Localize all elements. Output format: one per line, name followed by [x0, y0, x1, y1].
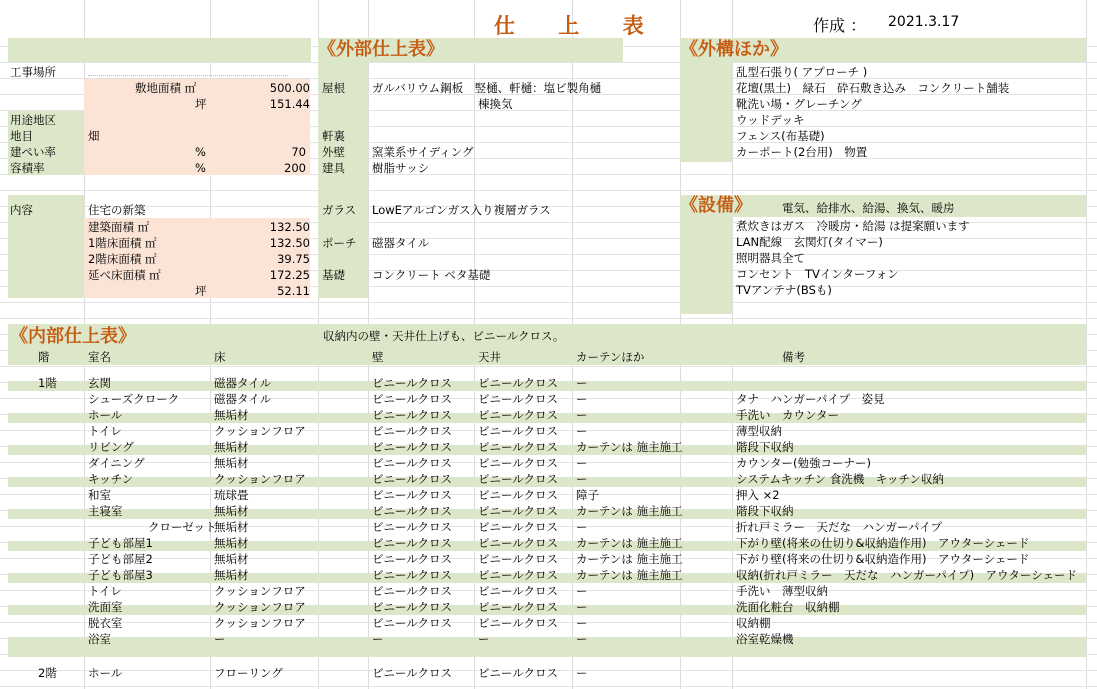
- cell-note: 押入 ×2: [736, 488, 780, 502]
- cell-room: シューズクローク: [88, 392, 180, 406]
- cell-note: 階段下収納: [736, 504, 794, 518]
- created-label: 作成 ：: [813, 16, 867, 35]
- cell-note: 下がり壁(将来の仕切り&収納造作用) アウターシェード: [736, 536, 1030, 550]
- cell-curtain: ー: [576, 456, 588, 470]
- cell-room: トイレ: [88, 424, 122, 438]
- glass-label: ガラス: [322, 203, 357, 217]
- sheet-title: 仕 上 表: [494, 14, 662, 38]
- cell-curtain: 障子: [576, 488, 599, 502]
- cell-fl: 無垢材: [214, 408, 249, 422]
- cell-floor: 1階: [38, 376, 57, 390]
- cell-wall: ビニールクロス: [372, 568, 453, 582]
- site-redacted-line: [88, 75, 288, 77]
- wall-label: 外壁: [322, 145, 345, 159]
- cell-ceil: ビニールクロス: [478, 392, 559, 406]
- grid-line: [0, 62, 1097, 63]
- cell-fl: クッションフロア: [214, 424, 306, 438]
- cell-ceil: ビニールクロス: [478, 536, 559, 550]
- cell-room: キッチン: [88, 472, 134, 486]
- equipment-item: コンセント TVインターフォン: [736, 267, 899, 281]
- cell-curtain: ー: [576, 600, 588, 614]
- cell-curtain: ー: [576, 408, 588, 422]
- cell-fl: 無垢材: [214, 536, 249, 550]
- cell-curtain: ー: [576, 424, 588, 438]
- cell-note: 階段下収納: [736, 440, 794, 454]
- cell-wall: ビニールクロス: [372, 488, 453, 502]
- cell-curtain: ー: [576, 584, 588, 598]
- floor2-area-label: 2階床面積 ㎡: [88, 252, 157, 266]
- cell-ceil: ビニールクロス: [478, 424, 559, 438]
- cell-note: 折れ戸ミラー 天だな ハンガーパイプ: [736, 520, 943, 534]
- equipment-item: LAN配線 玄関灯(タイマー): [736, 235, 883, 249]
- cell-ceil: ビニールクロス: [478, 520, 559, 534]
- cell-fl: クッションフロア: [214, 616, 306, 630]
- cell-curtain: ー: [576, 666, 588, 680]
- cell-room: 主寝室: [88, 504, 123, 518]
- cell-ceil: ビニールクロス: [478, 472, 559, 486]
- foundation-label: 基礎: [322, 268, 345, 282]
- table-row-band: [8, 647, 1086, 657]
- col-floor-finish: 床: [214, 350, 226, 364]
- roof-value: ガルバリウム鋼板 竪樋、軒樋：塩ビ製角樋: [372, 81, 602, 95]
- exterior-work-item: ウッドデッキ: [736, 113, 805, 127]
- glass-value: LowEアルゴンガス入り複層ガラス: [372, 203, 551, 217]
- cell-ceil: ー: [478, 632, 490, 646]
- grid-line: [0, 302, 1097, 303]
- cell-curtain: ー: [576, 632, 588, 646]
- cell-room: トイレ: [88, 584, 122, 598]
- far-label: 容積率: [10, 161, 45, 175]
- cell-room: 子ども部屋2: [88, 552, 153, 566]
- cell-wall: ビニールクロス: [372, 456, 453, 470]
- cell-note: 手洗い 薄型収納: [736, 584, 828, 598]
- cell-wall: ビニールクロス: [372, 424, 453, 438]
- cell-ceil: ビニールクロス: [478, 376, 559, 390]
- exterior-work-item: 花壇(黒土) 緑石 砕石敷き込み コンクリート舗装: [736, 81, 1010, 95]
- roof-label: 屋根: [322, 81, 345, 95]
- interior-heading: 《内部仕上表》: [10, 326, 136, 347]
- cell-fl: 磁器タイル: [214, 392, 272, 406]
- exterior-work-item: 靴洗い場・グレーチング: [736, 97, 862, 111]
- col-floor: 階: [38, 350, 50, 364]
- content-value: 住宅の新築: [88, 203, 146, 217]
- cell-fl: 無垢材: [214, 504, 249, 518]
- cell-note: カウンター(勉強コーナー): [736, 456, 872, 470]
- cell-wall: ー: [372, 632, 384, 646]
- bcr-value: 70: [291, 145, 306, 159]
- cell-wall: ビニールクロス: [372, 408, 453, 422]
- col-notes: 備考: [782, 350, 805, 364]
- cell-curtain: ー: [576, 376, 588, 390]
- cell-wall: ビニールクロス: [372, 392, 453, 406]
- exterior-work-item: カーポート(2台用) 物置: [736, 145, 868, 159]
- fitting-label: 建具: [322, 161, 345, 175]
- equipment-note: 電気、給排水、給湯、換気、暖房: [782, 201, 955, 215]
- col-ceiling: 天井: [478, 350, 501, 364]
- cell-curtain: カーテンは 施主施工: [576, 536, 683, 550]
- foundation-value: コンクリート ベタ基礎: [372, 268, 491, 282]
- cell-fl: フローリング: [214, 666, 283, 680]
- land-label: 地目: [10, 129, 33, 143]
- content-label: 内容: [10, 203, 33, 217]
- cell-room: クローゼット: [148, 520, 217, 534]
- floor1-area-value: 132.50: [269, 236, 310, 250]
- cell-room: リビング: [88, 440, 134, 454]
- exterior-work-item: 乱型石張り( アプローチ ): [736, 65, 868, 79]
- cell-wall: ビニールクロス: [372, 600, 453, 614]
- cell-curtain: カーテンは 施主施工: [576, 504, 683, 518]
- cell-wall: ビニールクロス: [372, 376, 453, 390]
- cell-wall: ビニールクロス: [372, 472, 453, 486]
- far-percent: %: [195, 161, 206, 175]
- grid-line: [1086, 0, 1087, 689]
- created-date: 2021.3.17: [888, 14, 960, 30]
- total-area-value: 172.25: [269, 268, 310, 282]
- bcr-percent: %: [195, 145, 206, 159]
- site-label: 工事場所: [10, 65, 56, 79]
- grid-line: [0, 190, 1097, 191]
- building-area-label: 建築面積 ㎡: [88, 220, 150, 234]
- info-header-band: [8, 38, 311, 62]
- cell-ceil: ビニールクロス: [478, 456, 559, 470]
- cell-fl: クッションフロア: [214, 472, 306, 486]
- cell-room: 子ども部屋3: [88, 568, 153, 582]
- equipment-item: 煮炊きはガス 冷暖房・給湯 は提案願います: [736, 219, 970, 233]
- porch-value: 磁器タイル: [372, 236, 430, 250]
- cell-room: 和室: [88, 488, 111, 502]
- interior-note: 収納内の壁・天井仕上げも、ビニールクロス。: [323, 329, 565, 343]
- equipment-heading: 《設備》: [680, 195, 752, 216]
- cell-curtain: カーテンは 施主施工: [576, 440, 683, 454]
- cell-fl: 琉球畳: [214, 488, 249, 502]
- grid-line: [0, 318, 1097, 319]
- exterior-heading: 《外部仕上表》: [318, 39, 444, 60]
- cell-note: 収納(折れ戸ミラー 天だな ハンガーパイプ) アウターシェード: [736, 568, 1077, 582]
- interior-column-header-band: [8, 348, 1086, 365]
- cell-fl: 無垢材: [214, 440, 249, 454]
- cell-fl: 無垢材: [214, 456, 249, 470]
- cell-wall: ビニールクロス: [372, 666, 453, 680]
- cell-ceil: ビニールクロス: [478, 568, 559, 582]
- cell-note: 浴室乾燥機: [736, 632, 794, 646]
- total-tsubo-value: 52.11: [277, 284, 310, 298]
- cell-wall: ビニールクロス: [372, 616, 453, 630]
- cell-fl: クッションフロア: [214, 600, 306, 614]
- roof-vent: 棟換気: [478, 97, 513, 111]
- cell-floor: 2階: [38, 666, 57, 680]
- building-area-value: 132.50: [269, 220, 310, 234]
- cell-fl: 無垢材: [214, 520, 249, 534]
- cell-room: 玄関: [88, 376, 111, 390]
- cell-ceil: ビニールクロス: [478, 504, 559, 518]
- eaves-label: 軒裏: [322, 129, 345, 143]
- lot-tsubo-label: 坪: [195, 97, 207, 111]
- cell-fl: クッションフロア: [214, 584, 306, 598]
- cell-room: ホール: [88, 666, 123, 680]
- col-wall: 壁: [372, 350, 384, 364]
- cell-ceil: ビニールクロス: [478, 616, 559, 630]
- cell-fl: 無垢材: [214, 568, 249, 582]
- total-area-label: 延べ床面積 ㎡: [88, 268, 161, 282]
- grid-line: [0, 686, 1097, 687]
- equipment-item: TVアンテナ(BSも): [736, 283, 832, 297]
- far-value: 200: [284, 161, 306, 175]
- cell-note: 薄型収納: [736, 424, 782, 438]
- cell-note: 洗面化粧台 収納棚: [736, 600, 840, 614]
- cell-curtain: ー: [576, 616, 588, 630]
- col-curtain: カーテンほか: [576, 350, 645, 364]
- exterior-works-heading: 《外構ほか》: [680, 39, 788, 60]
- bcr-label: 建ぺい率: [10, 145, 56, 159]
- equipment-item: 照明器具全て: [736, 251, 805, 265]
- lot-area-value: 500.00: [269, 81, 310, 95]
- floor2-area-value: 39.75: [277, 252, 310, 266]
- wall-value: 窯業系サイディング: [372, 145, 474, 159]
- cell-ceil: ビニールクロス: [478, 666, 559, 680]
- cell-note: システムキッチン 食洗機 キッチン収納: [736, 472, 944, 486]
- cell-wall: ビニールクロス: [372, 440, 453, 454]
- cell-wall: ビニールクロス: [372, 520, 453, 534]
- cell-ceil: ビニールクロス: [478, 408, 559, 422]
- fitting-value: 樹脂サッシ: [372, 161, 430, 175]
- cell-room: 浴室: [88, 632, 111, 646]
- lot-tsubo-value: 151.44: [269, 97, 310, 111]
- cell-curtain: ー: [576, 392, 588, 406]
- grid-line: [0, 366, 1097, 367]
- exterior-label-band: [318, 62, 368, 298]
- cell-wall: ビニールクロス: [372, 536, 453, 550]
- cell-fl: 磁器タイル: [214, 376, 272, 390]
- cell-curtain: ー: [576, 520, 588, 534]
- exterior-work-item: フェンス(布基礎): [736, 129, 825, 143]
- cell-room: 洗面室: [88, 600, 123, 614]
- cell-wall: ビニールクロス: [372, 504, 453, 518]
- col-room: 室名: [88, 350, 111, 364]
- zoning-label: 用途地区: [10, 113, 56, 127]
- cell-note: タナ ハンガーパイプ 姿見: [736, 392, 885, 406]
- total-tsubo-label: 坪: [195, 284, 207, 298]
- cell-room: 子ども部屋1: [88, 536, 153, 550]
- cell-curtain: カーテンは 施主施工: [576, 552, 683, 566]
- equipment-label-band: [680, 217, 732, 314]
- cell-note: 下がり壁(将来の仕切り&収納造作用) アウターシェード: [736, 552, 1030, 566]
- cell-wall: ビニールクロス: [372, 552, 453, 566]
- cell-ceil: ビニールクロス: [478, 440, 559, 454]
- cell-room: ホール: [88, 408, 123, 422]
- cell-fl: ー: [214, 632, 226, 646]
- cell-ceil: ビニールクロス: [478, 488, 559, 502]
- cell-note: 手洗い カウンター: [736, 408, 840, 422]
- cell-curtain: カーテンは 施主施工: [576, 568, 683, 582]
- cell-ceil: ビニールクロス: [478, 600, 559, 614]
- cell-ceil: ビニールクロス: [478, 552, 559, 566]
- table-row-band: [8, 637, 1086, 647]
- cell-wall: ビニールクロス: [372, 584, 453, 598]
- floor1-area-label: 1階床面積 ㎡: [88, 236, 157, 250]
- land-value: 畑: [88, 129, 100, 143]
- cell-room: 脱衣室: [88, 616, 123, 630]
- lot-area-label: 敷地面積 ㎡: [135, 81, 197, 95]
- exterior-works-label-band: [680, 62, 732, 162]
- cell-note: 収納棚: [736, 616, 771, 630]
- cell-ceil: ビニールクロス: [478, 584, 559, 598]
- cell-curtain: ー: [576, 472, 588, 486]
- porch-label: ポーチ: [322, 236, 357, 250]
- cell-room: ダイニング: [88, 456, 145, 470]
- cell-fl: 無垢材: [214, 552, 249, 566]
